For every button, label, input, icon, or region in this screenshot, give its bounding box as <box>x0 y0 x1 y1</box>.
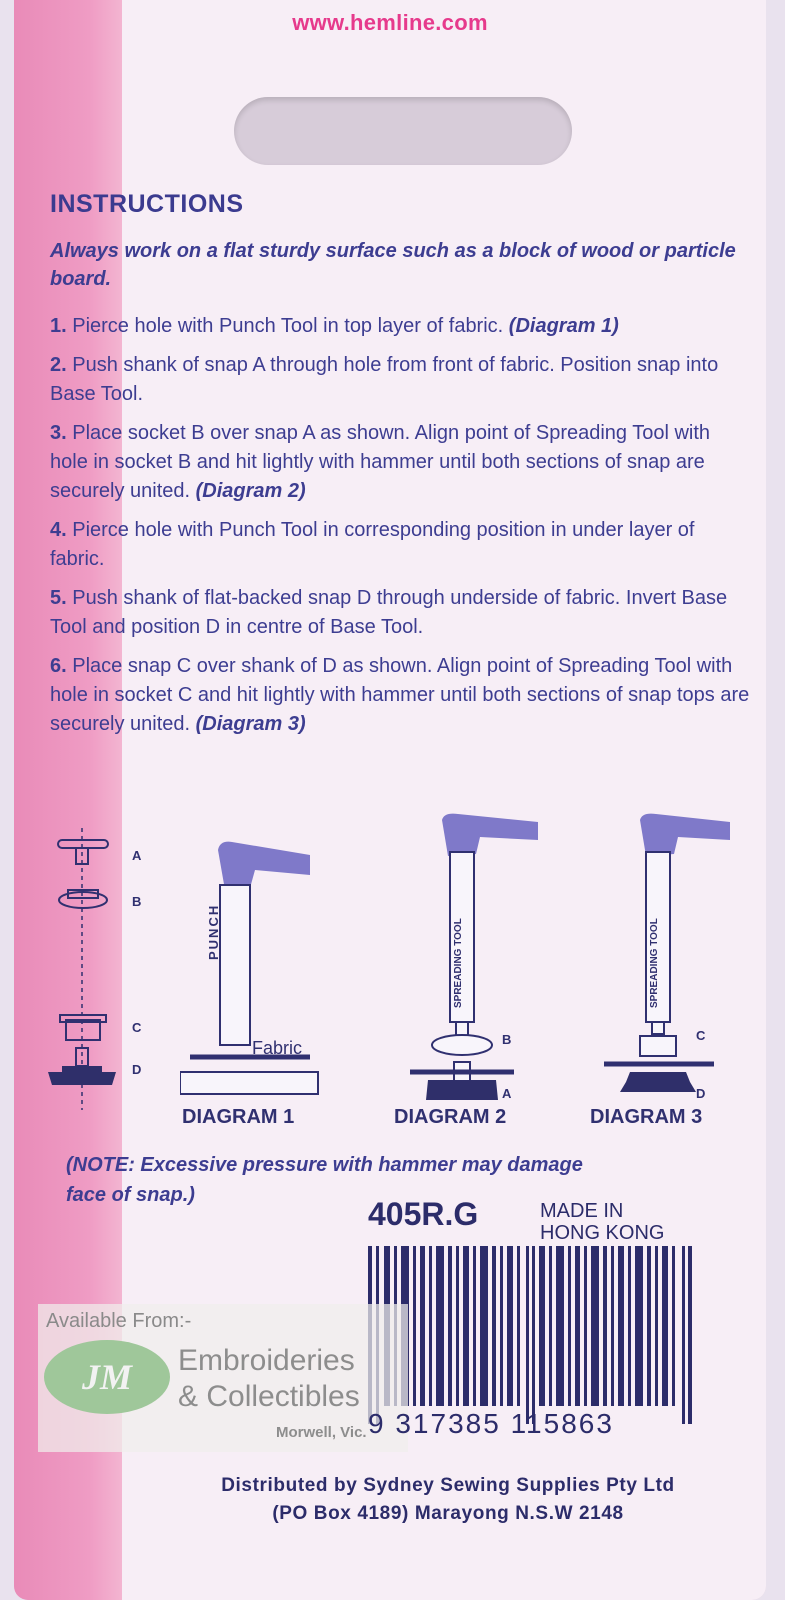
part-label-a: A <box>132 848 142 863</box>
diagram-3-label-c: C <box>696 1028 706 1043</box>
part-label-c: C <box>132 1020 142 1035</box>
distributor-line-1: Distributed by Sydney Sewing Supplies Pty Ltd <box>221 1475 675 1496</box>
instructions-heading: INSTRUCTIONS <box>50 190 244 218</box>
step-text: Place snap C over shank of D as shown. Align point of Spreading Tool with hole in socket C and hit lightly with hammer until both sections of snap tops are securely united. <box>50 655 750 735</box>
distributor-line-2: (PO Box 4189) Marayong N.S.W 2148 <box>272 1503 624 1524</box>
step-diagram-ref: (Diagram 3) <box>195 713 306 735</box>
spreading-tool-label-2: SPREADING TOOL <box>453 918 464 1008</box>
step-text: Push shank of flat-backed snap D through underside of fabric. Invert Base Tool and position D in centre of Base Tool. <box>50 587 728 638</box>
retailer-logo: JM <box>44 1340 170 1414</box>
product-code: 405R.G <box>368 1196 479 1232</box>
retailer-stamp <box>38 1304 408 1452</box>
distributor-info <box>168 1472 728 1528</box>
instruction-step <box>50 419 750 506</box>
step-number: 1. <box>50 315 67 337</box>
hang-hole <box>234 97 572 165</box>
retailer-name-line-1: Embroideries <box>178 1344 355 1377</box>
step-number: 6. <box>50 655 67 677</box>
made-in-line-1: MADE IN <box>540 1200 624 1222</box>
part-label-d: D <box>132 1062 142 1077</box>
step-diagram-ref: (Diagram 1) <box>508 315 619 337</box>
step-text: Pierce hole with Punch Tool in top layer of fabric. <box>66 315 509 337</box>
step-diagram-ref: (Diagram 2) <box>195 480 306 502</box>
website-url: www.hemline.com <box>292 10 488 35</box>
instruction-steps <box>50 312 750 749</box>
step-text: Pierce hole with Punch Tool in corresponding position in under layer of fabric. <box>50 519 695 570</box>
diagram-3-label: DIAGRAM 3 <box>590 1106 703 1128</box>
diagram-2-label-a: A <box>502 1086 512 1101</box>
diagram-2-illustration <box>400 810 570 1110</box>
diagram-1-label: DIAGRAM 1 <box>182 1106 295 1128</box>
barcode <box>368 1246 696 1424</box>
diagram-area <box>40 810 770 1140</box>
step-text: Push shank of snap A through hole from front of fabric. Position snap into Base Tool. <box>50 354 719 405</box>
step-number: 3. <box>50 422 67 444</box>
instruction-step <box>50 516 750 574</box>
spreading-tool-label-3: SPREADING TOOL <box>649 918 660 1008</box>
step-text: Place socket B over snap A as shown. Align point of Spreading Tool with hole in socket B and hit lightly with hammer until both sections of snap are securely united. <box>50 422 711 502</box>
instruction-step <box>50 312 750 341</box>
step-number: 2. <box>50 354 67 376</box>
retailer-town: Morwell, Vic. <box>276 1424 367 1441</box>
punch-label: PUNCH <box>206 903 221 960</box>
made-in <box>540 1200 664 1244</box>
instruction-step <box>50 351 750 409</box>
diagram-1-illustration <box>180 810 350 1110</box>
barcode-digits: 9 317385 115863 <box>368 1408 614 1439</box>
retailer-name-line-2: & Collectibles <box>178 1380 360 1413</box>
step-number: 4. <box>50 519 67 541</box>
fabric-label: Fabric <box>252 1038 303 1058</box>
diagram-2-label-b: B <box>502 1032 512 1047</box>
hammer-note: (NOTE: Excessive pressure with hammer may damage face of snap.) <box>66 1154 583 1206</box>
diagram-3-illustration <box>600 810 770 1110</box>
step-number: 5. <box>50 587 67 609</box>
instruction-step <box>50 584 750 642</box>
diagram-3-label-d: D <box>696 1086 706 1101</box>
available-from-label: Available From:- <box>46 1310 192 1332</box>
snap-parts-illustration <box>40 810 140 1110</box>
made-in-line-2: HONG KONG <box>540 1222 665 1244</box>
instructions-intro: Always work on a flat sturdy surface such as a block of wood or particle board. <box>50 240 736 290</box>
diagram-2-label: DIAGRAM 2 <box>394 1106 507 1128</box>
part-label-b: B <box>132 894 142 909</box>
instruction-step <box>50 652 750 739</box>
